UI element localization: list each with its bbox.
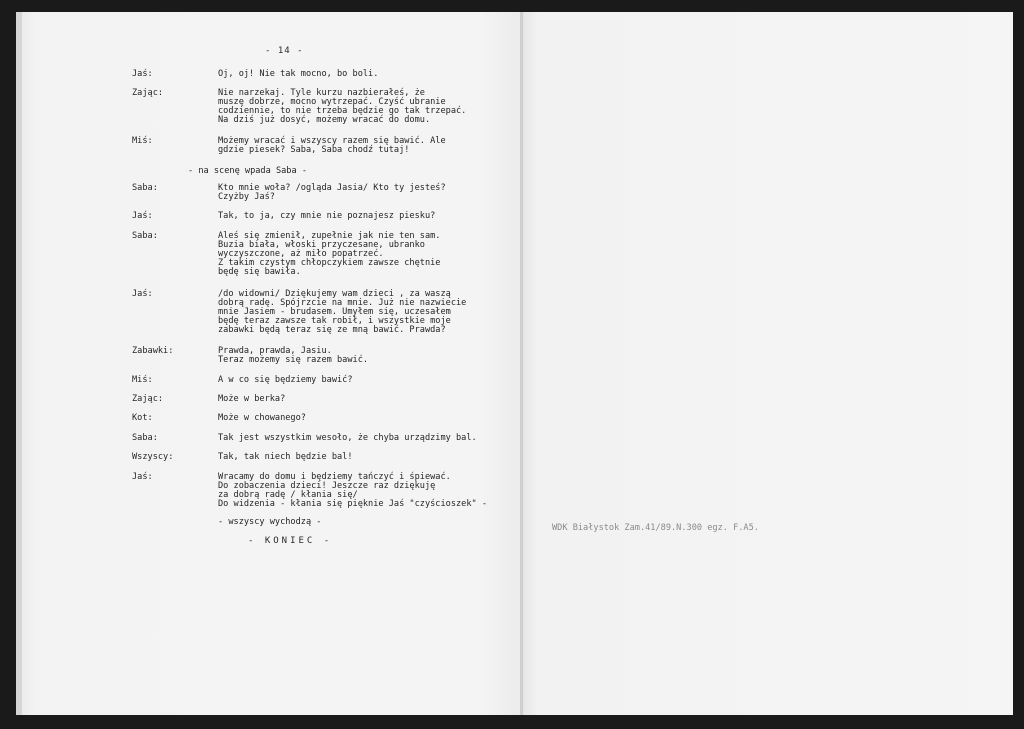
speaker: Jaś: (132, 211, 153, 221)
speaker: Kot: (132, 413, 153, 423)
speaker: Jaś: (132, 289, 153, 299)
line-text: Aleś się zmienił, zupełnie jak nie ten sam. Buzia biała, włoski przyczesane, ubranko wyczyszczone, aż miło popatrzeć. Z takim czystym chłopczykiem zawsze chętnie będę się bawiła. (218, 231, 441, 277)
ending-label: - KONIEC - (248, 536, 333, 546)
line-text: Tak jest wszystkim wesoło, że chyba urządzimy bal. (218, 433, 477, 443)
stage-direction: - na scenę wpada Saba - (188, 166, 307, 176)
speaker: Zając: (132, 88, 164, 98)
speaker: Miś: (132, 136, 153, 146)
line-text: Prawda, prawda, Jasiu. Teraz możemy się razem bawić. (218, 346, 369, 365)
speaker: Saba: (132, 183, 158, 193)
line-text: Tak, to ja, czy mnie nie poznajesz piesku? (218, 211, 436, 221)
page-number: - 14 - (265, 46, 304, 56)
right-page (523, 12, 1013, 715)
line-text: Wracamy do domu i będziemy tańczyć i śpiewać. Do zobaczenia dzieci! Jeszcze raz dziękuję za dobrą radę / kłania się/ Do widzenia - kłania się pięknie Jaś "czyścioszek" - (218, 472, 488, 509)
line-text: Możemy wracać i wszyscy razem się bawić. Ale gdzie piesek? Saba, Saba chodź tutaj! (218, 136, 446, 155)
printer-imprint: WDK Białystok Zam.41/89.N.300 egz. F.A5. (552, 523, 759, 533)
speaker: Jaś: (132, 69, 153, 79)
speaker: Saba: (132, 231, 158, 241)
line-text: Oj, oj! Nie tak mocno, bo boli. (218, 69, 379, 79)
left-binding-edge (16, 12, 22, 715)
line-text: A w co się będziemy bawić? (218, 375, 353, 385)
speaker: Wszyscy: (132, 452, 174, 462)
speaker: Saba: (132, 433, 158, 443)
line-text: /do widowni/ Dziękujemy wam dzieci , za waszą dobrą radę. Spójrzcie na mnie. Już nie nazwiecie mnie Jasiem - brudasem. Umyłem się, uczesałem będę teraz zawsze tak robił, i wszystkie moje zabawki będą teraz się ze mną bawić. Prawda? (218, 289, 467, 335)
stage-direction: - wszyscy wychodzą - (218, 517, 322, 527)
speaker: Jaś: (132, 472, 153, 482)
speaker: Zając: (132, 394, 164, 404)
speaker: Zabawki: (132, 346, 174, 356)
line-text: Nie narzekaj. Tyle kurzu nazbierałeś, że muszę dobrze, mocno wytrzepać. Czyść ubranie codziennie, to nie trzeba będzie go tak trzepać. Na dziś już dosyć, możemy wracać do domu. (218, 88, 467, 125)
speaker: Miś: (132, 375, 153, 385)
line-text: Kto mnie woła? /ogląda Jasia/ Kto ty jesteś? Czyżby Jaś? (218, 183, 446, 202)
line-text: Może w berka? (218, 394, 286, 404)
line-text: Tak, tak niech będzie bal! (218, 452, 353, 462)
line-text: Może w chowanego? (218, 413, 306, 423)
